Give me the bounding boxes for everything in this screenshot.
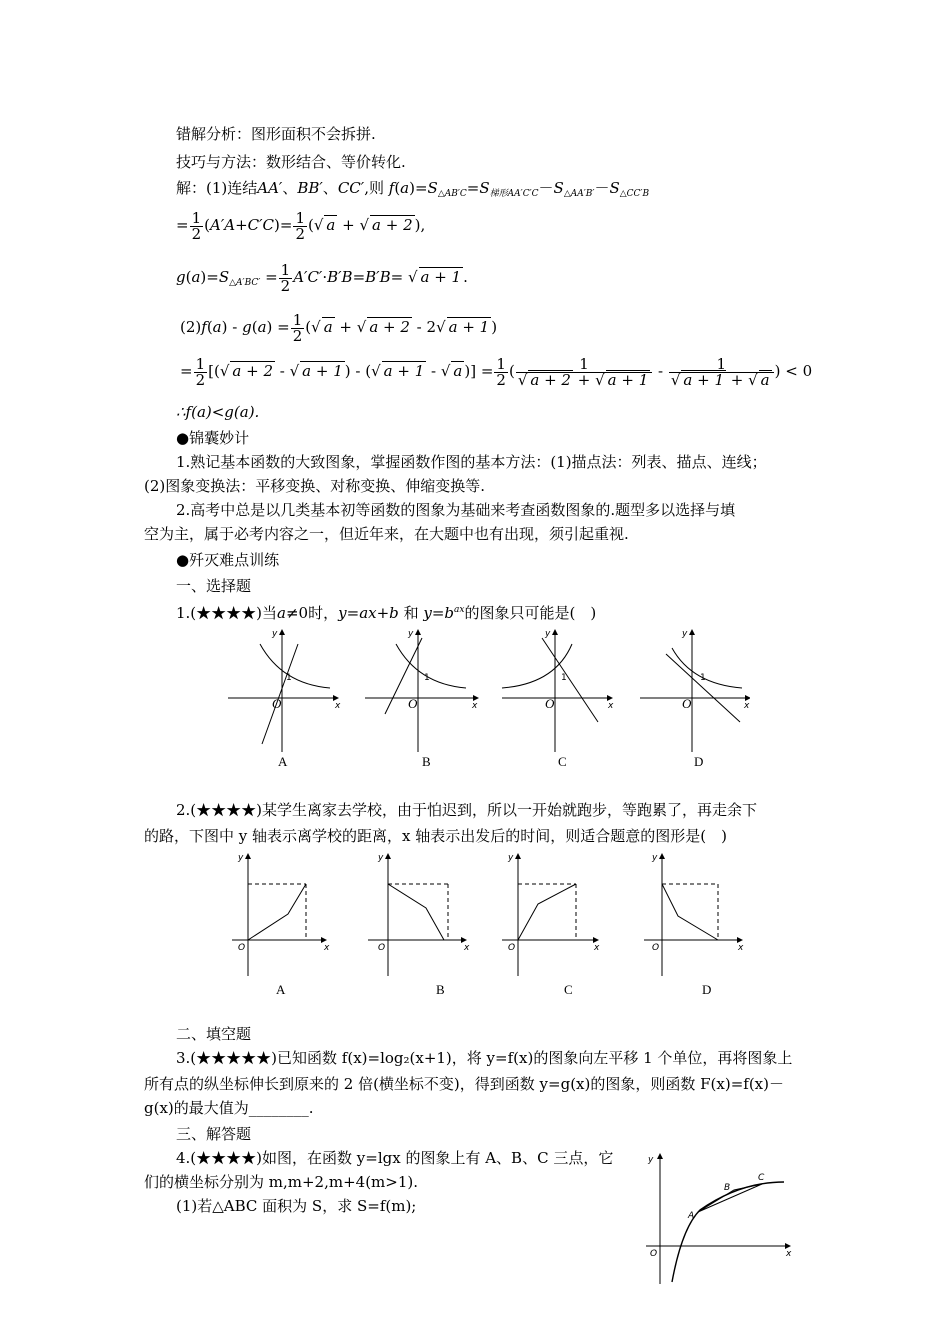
q1-graph-d <box>640 629 750 769</box>
svg-text:x: x <box>594 943 600 953</box>
training-heading: ●歼灭难点训练 <box>176 551 280 569</box>
svg-text:y: y <box>238 853 244 863</box>
svg-text:y: y <box>408 629 414 639</box>
section-choice: 一、选择题 <box>176 577 252 595</box>
question-3c: g(x)的最大值为________. <box>144 1099 314 1117</box>
svg-text:O: O <box>508 943 516 953</box>
svg-text:A: A <box>688 1211 695 1221</box>
svg-text:y: y <box>508 853 514 863</box>
svg-text:D: D <box>702 982 712 997</box>
svg-text:1: 1 <box>424 673 430 683</box>
svg-text:y: y <box>682 629 688 639</box>
question-3a: 3.(★★★★★)已知函数 f(x)=log₂(x+1)，将 y=f(x)的图象向左平移 1 个单位，再将图象上 <box>176 1049 793 1067</box>
svg-text:y: y <box>378 853 384 863</box>
svg-text:O: O <box>378 943 386 953</box>
svg-text:x: x <box>472 701 478 711</box>
svg-text:O: O <box>238 943 246 953</box>
question-4b: 们的横坐标分别为 m,m+2,m+4(m>1). <box>144 1173 419 1191</box>
method-line: 技巧与方法：数形结合、等价转化. <box>176 153 406 171</box>
question-1-figures <box>220 624 750 774</box>
solution-line-4: (2)f(a) - g(a) = $\frac{1}{2}$ (√ a + √ a + 2 - 2√ a + 1 ) <box>180 312 497 344</box>
question-4c: (1)若△ABC 面积为 S，求 S=f(m); <box>176 1197 417 1215</box>
svg-text:x: x <box>464 943 470 953</box>
svg-text:y: y <box>648 1155 654 1165</box>
question-2a: 2.(★★★★)某学生离家去学校，由于怕迟到，所以一开始就跑步，等跑累了，再走余下 <box>176 801 758 819</box>
svg-text:y: y <box>545 629 551 639</box>
tips-heading: ●锦囊妙计 <box>176 429 250 447</box>
error-analysis: 错解分析：图形面积不会拆拼. <box>176 125 376 143</box>
question-3b: 所有点的纵坐标伸长到原来的 2 倍(横坐标不变)，得到函数 y=g(x)的图象，则函数 F(x)=f(x)－ <box>144 1075 784 1093</box>
section-fill: 二、填空题 <box>176 1025 252 1043</box>
svg-text:1: 1 <box>700 673 706 683</box>
svg-text:C: C <box>564 982 573 997</box>
tip-2b: 空为主，属于必考内容之一，但近年来，在大题中也有出现，须引起重视. <box>144 525 629 543</box>
solution-line-3: $g(a)=S_{\triangle A'BC'}$ = $\frac{1}{2}$ A′C′·B′B=B′B= √ a + 1 . <box>176 262 468 298</box>
solution-line-1: 解：(1)连结AA′、BB′、CC′,则 $f(a)=S_{\triangle AB'C}=S_{梯形AA'C'C}-S_{\triangle AA'B'}-S_{\triangle CC'B}$ <box>176 179 650 199</box>
q2-graph-c <box>502 853 600 997</box>
svg-text:A: A <box>278 754 288 769</box>
svg-text:B: B <box>436 982 445 997</box>
svg-text:C: C <box>758 1173 765 1183</box>
therefore-line: ∴f(a)<g(a). <box>176 403 260 421</box>
solution-line-5: = $\frac{1}{2}$ [(√ a + 2 - √ a + 1 ) - (√ a + 1 - √ a )] = $\frac{1}{2}$ ( 1 √ a + 2 + √ a + 1 - 1 √ a + 1 + √ a ) < 0 <box>180 356 812 388</box>
q1-graph-b <box>365 629 478 769</box>
question-2b: 的路，下图中 y 轴表示离学校的距离，x 轴表示出发后的时间，则适合题意的图形是( ) <box>144 827 727 845</box>
tip-1b: (2)图象变换法：平移变换、对称变换、伸缩变换等. <box>144 477 486 495</box>
q2-graph-b <box>368 853 470 997</box>
svg-text:x: x <box>744 701 750 711</box>
svg-text:1: 1 <box>561 673 567 683</box>
svg-text:B: B <box>724 1183 731 1193</box>
svg-text:O: O <box>652 943 660 953</box>
q1-graph-c <box>502 629 614 769</box>
svg-text:x: x <box>608 701 614 711</box>
section-solve: 三、解答题 <box>176 1125 252 1143</box>
question-2-figures <box>226 848 756 1000</box>
question-4-figure <box>640 1148 796 1288</box>
tip-2: 2.高考中总是以几类基本初等函数的图象为基础来考查函数图象的.题型多以选择与填 <box>176 501 736 519</box>
q2-graph-d <box>644 853 744 997</box>
svg-text:y: y <box>272 629 278 639</box>
svg-text:O: O <box>408 696 418 711</box>
svg-text:D: D <box>694 754 704 769</box>
question-4a: 4.(★★★★)如图，在函数 y=lgx 的图象上有 A、B、C 三点，它 <box>176 1149 614 1167</box>
svg-text:A: A <box>276 982 286 997</box>
svg-text:y: y <box>652 853 658 863</box>
svg-text:O: O <box>272 696 282 711</box>
tip-1: 1.熟记基本函数的大致图象，掌握函数作图的基本方法：(1)描点法：列表、描点、连线； <box>176 453 767 471</box>
svg-text:x: x <box>786 1249 792 1259</box>
question-1: 1.(★★★★)当a≠0时，y=ax+b 和 $y=b^{ax}$的图象只可能是( ) <box>176 604 597 622</box>
svg-text:O: O <box>650 1249 658 1259</box>
q2-graph-a <box>232 853 330 997</box>
svg-text:x: x <box>335 701 341 711</box>
svg-text:O: O <box>545 696 555 711</box>
q1-graph-a <box>228 629 341 769</box>
svg-text:x: x <box>738 943 744 953</box>
solution-line-2: = $\frac{1}{2}$ (A′A+C′C)= $\frac{1}{2}$ (√ a + √ a + 2 ), <box>176 210 425 242</box>
svg-text:B: B <box>422 754 431 769</box>
svg-text:x: x <box>324 943 330 953</box>
svg-text:1: 1 <box>286 673 292 683</box>
svg-text:O: O <box>682 696 692 711</box>
svg-text:C: C <box>558 754 567 769</box>
